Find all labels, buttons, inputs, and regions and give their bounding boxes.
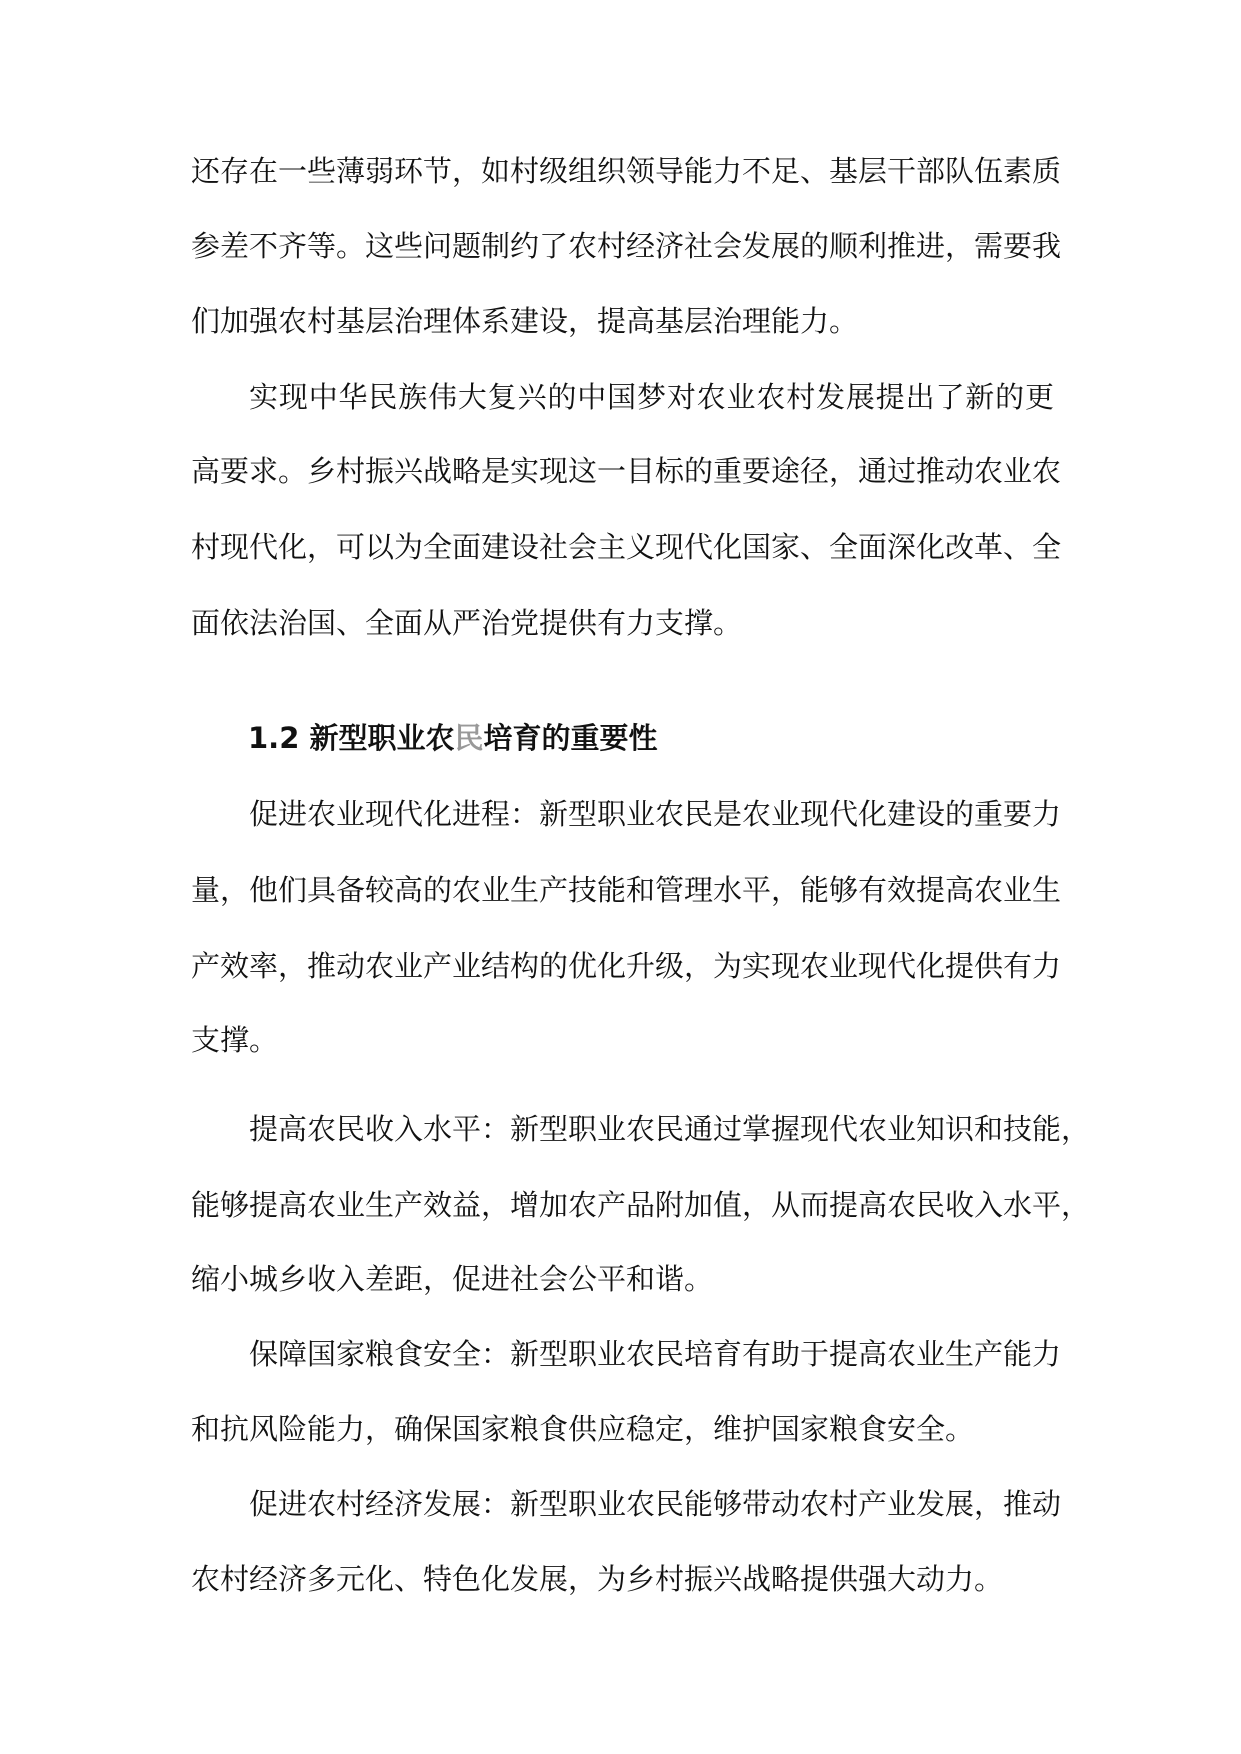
title-part: 新型职业农 (309, 721, 455, 755)
paragraph-line: 高要求。乡村振兴战略是实现这一目标的重要途径，通过推动农业农 (191, 454, 1062, 488)
paragraph-line: 量，他们具备较高的农业生产技能和管理水平，能够有效提高农业生 (191, 873, 1062, 907)
paragraph-line: 产效率，推动农业产业结构的优化升级，为实现农业现代化提供有力 (191, 949, 1062, 983)
paragraph-line: 支撑。 (191, 1023, 279, 1057)
paragraph-line: 参差不齐等。这些问题制约了农村经济社会发展的顺利推进，需要我 (191, 229, 1062, 263)
paragraph-line: 促进农业现代化进程：新型职业农民是农业现代化建设的重要力 (249, 797, 1062, 831)
paragraph-line: 能够提高农业生产效益，增加农产品附加值，从而提高农民收入水平， (191, 1188, 1091, 1222)
paragraph-line: 保障国家粮食安全：新型职业农民培育有助于提高农业生产能力 (249, 1337, 1062, 1371)
paragraph-line: 和抗风险能力，确保国家粮食供应稳定，维护国家粮食安全。 (191, 1412, 975, 1446)
paragraph-line: 还存在一些薄弱环节，如村级组织领导能力不足、基层干部队伍素质 (191, 154, 1062, 188)
section-heading (248, 718, 658, 758)
section-title (309, 721, 657, 755)
paragraph-line: 缩小城乡收入差距，促进社会公平和谐。 (191, 1262, 714, 1296)
paragraph-line: 促进农村经济发展：新型职业农民能够带动农村产业发展，推动 (249, 1487, 1062, 1521)
title-part: 培育的重要性 (483, 721, 658, 755)
section-number: 1.2 (248, 721, 300, 755)
paragraph-line: 村现代化，可以为全面建设社会主义现代化国家、全面深化改革、全 (191, 530, 1062, 564)
title-part-gray: 民 (454, 721, 484, 755)
paragraph-line: 农村经济多元化、特色化发展，为乡村振兴战略提供强大动力。 (191, 1562, 1004, 1596)
paragraph-line: 面依法治国、全面从严治党提供有力支撑。 (191, 606, 743, 640)
paragraph-line: 实现中华民族伟大复兴的中国梦对农业农村发展提出了新的更 (249, 380, 1054, 414)
paragraph-line: 们加强农村基层治理体系建设，提高基层治理能力。 (191, 304, 859, 338)
paragraph-line: 提高农民收入水平：新型职业农民通过掌握现代农业知识和技能， (249, 1112, 1091, 1146)
